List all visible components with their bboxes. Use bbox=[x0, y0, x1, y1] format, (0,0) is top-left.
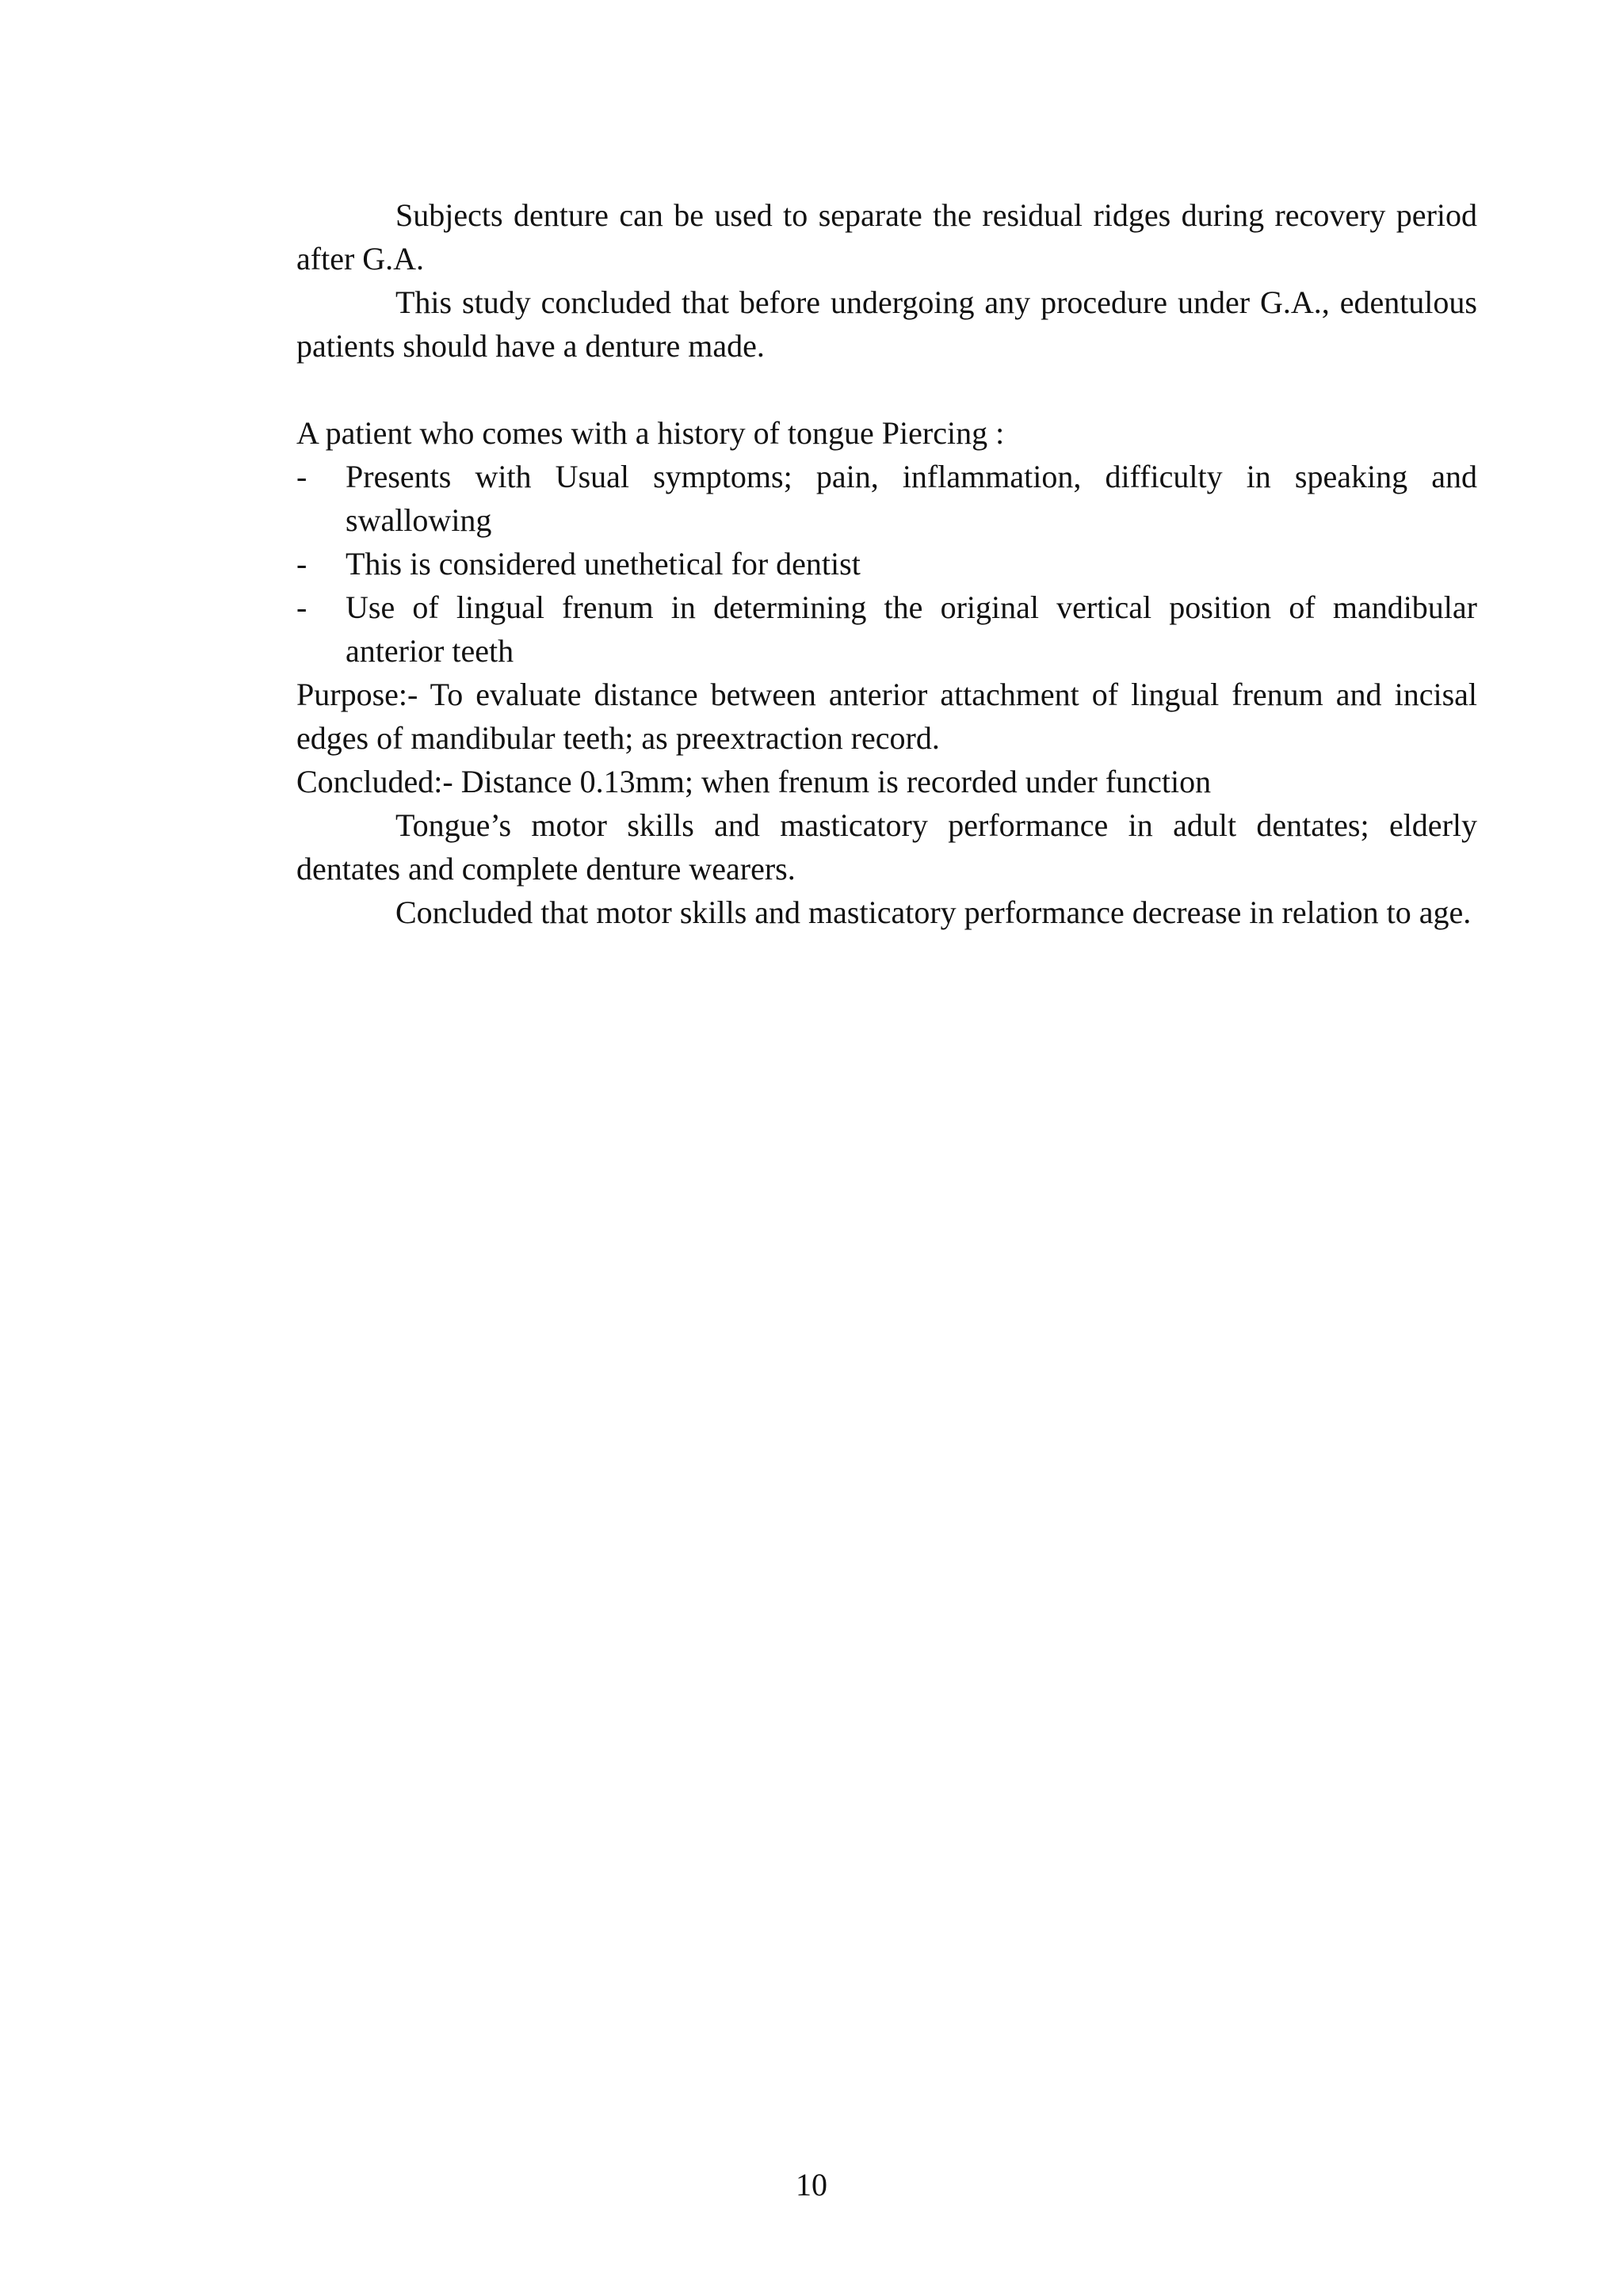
list-item-text: Use of lingual frenum in determining the original vertical position of mandibular anterior teeth bbox=[346, 589, 1477, 669]
paragraph-study-conclusion: This study concluded that before undergoing any procedure under G.A., edentulous patients should have a denture made. bbox=[296, 284, 1477, 364]
paragraph-denture-separation: Subjects denture can be used to separate the residual ridges during recovery period after G.A. bbox=[296, 197, 1477, 277]
symptom-list bbox=[296, 455, 1477, 673]
paragraph-age-conclusion: Concluded that motor skills and masticatory performance decrease in relation to age. bbox=[395, 894, 1472, 930]
body-text bbox=[296, 193, 1477, 934]
page-number: 10 bbox=[796, 2167, 827, 2203]
intro-tongue-piercing: A patient who comes with a history of tongue Piercing : bbox=[296, 415, 1005, 451]
list-item bbox=[296, 455, 1477, 542]
blank-line bbox=[296, 368, 1477, 411]
concluded-statement: Concluded:- Distance 0.13mm; when frenum is recorded under function bbox=[296, 764, 1212, 799]
bullet-dash: - bbox=[296, 546, 307, 582]
purpose-statement: Purpose:- To evaluate distance between anterior attachment of lingual frenum and incisal edges of mandibular teeth; as preextraction record. bbox=[296, 677, 1477, 756]
list-item bbox=[296, 585, 1477, 673]
list-item bbox=[296, 542, 1477, 585]
bullet-dash: - bbox=[296, 589, 307, 625]
list-item-text: Presents with Usual symptoms; pain, inflammation, difficulty in speaking and swallowing bbox=[346, 459, 1477, 538]
paragraph-motor-skills: Tongue’s motor skills and masticatory performance in adult dentates; elderly dentates and complete denture wearers. bbox=[296, 807, 1477, 887]
list-item-text: This is considered unethetical for dentist bbox=[346, 546, 861, 582]
bullet-dash: - bbox=[296, 459, 307, 494]
